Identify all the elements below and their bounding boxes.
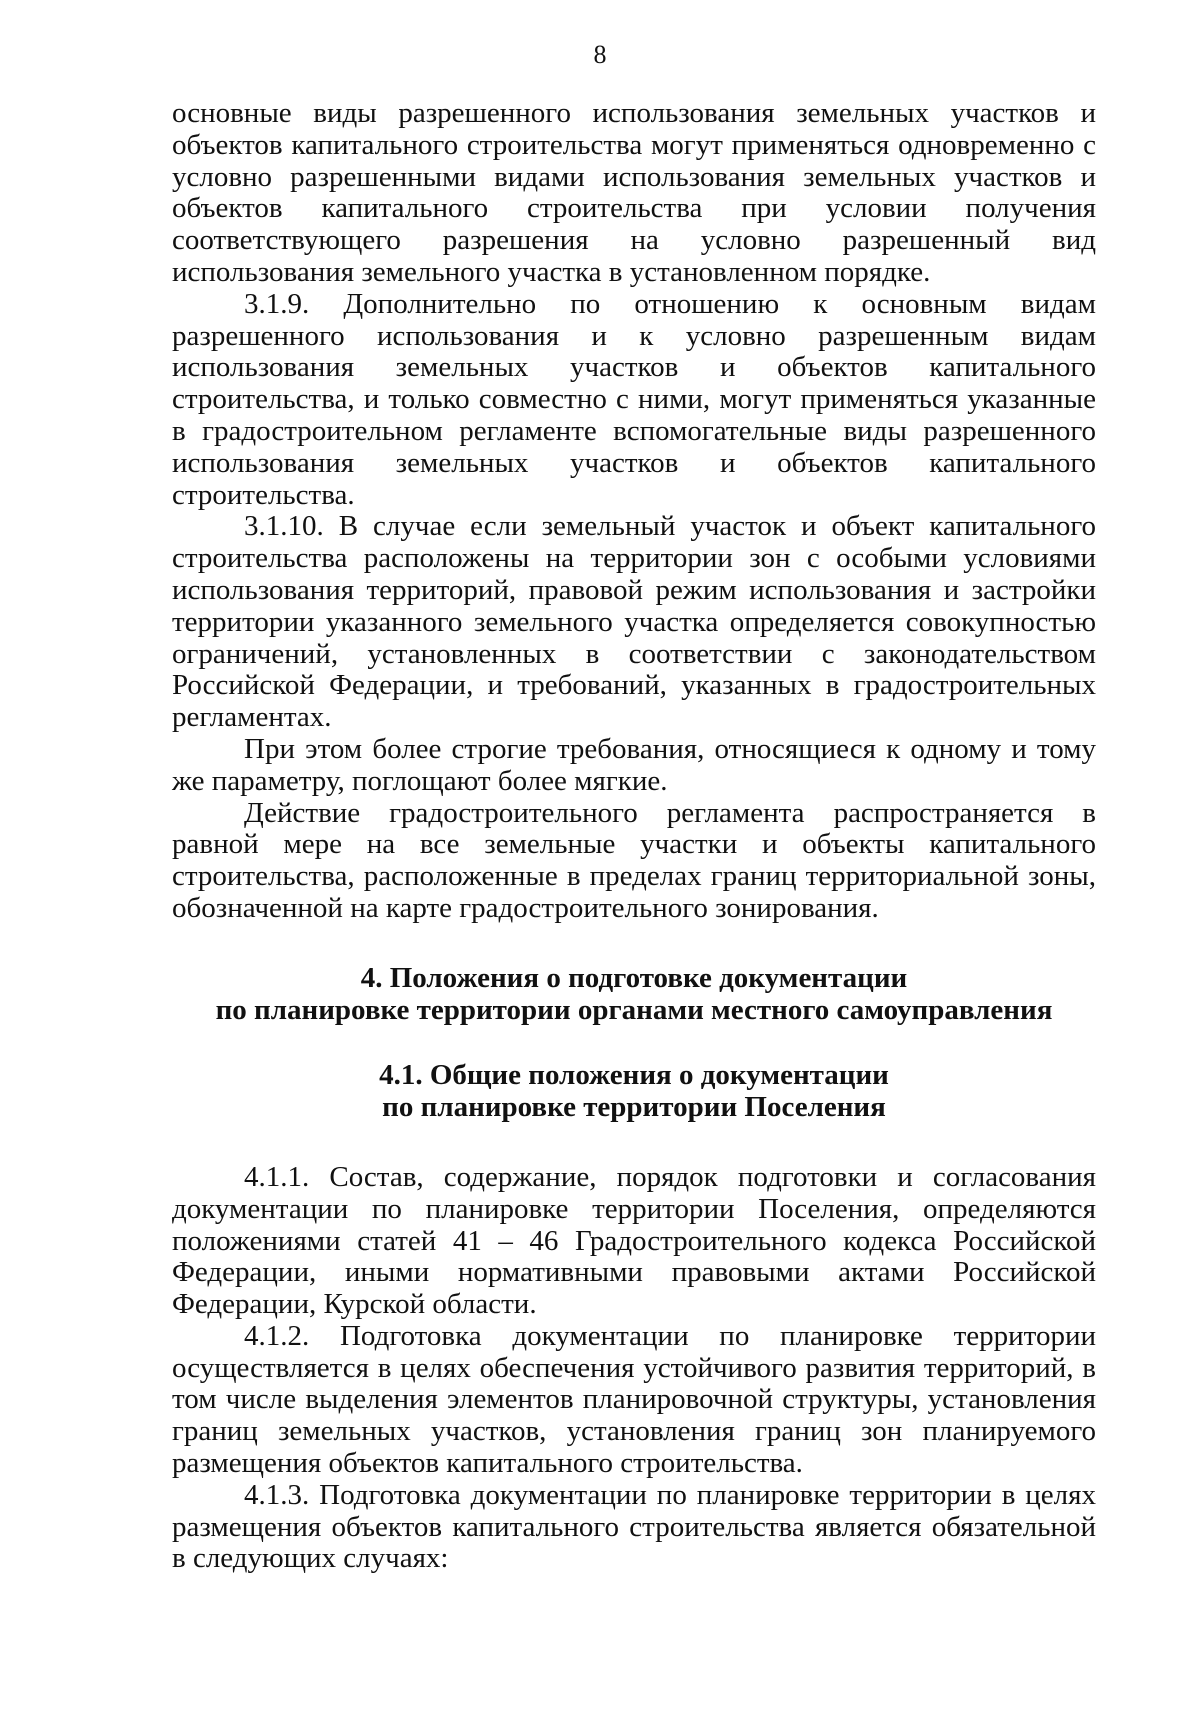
paragraph-continuation: основные виды разрешенного использования земельных участков и объектов капитального строительства могут применяться одновременно с условно разрешенными видами использования земельных участков и объектов капитального строительства при условии получения соответствующего разрешения на условно разрешенный вид использования земельного участка в установленном порядке.: [172, 97, 1096, 288]
paragraph-regulation-scope: Действие градостроительного регламента распространяется в равной мере на все земельные участки и объекты капитального строительства, расположенные в пределах границ территориальной зоны, обозначенной на карте градостроительного зонирования.: [172, 796, 1096, 924]
section-heading-line-2: по планировке территории органами местного самоуправления: [215, 993, 1053, 1026]
section-heading-line-1: 4. Положения о подготовке документации: [360, 961, 908, 994]
page-body: [172, 98, 1096, 1575]
paragraph-3-1-9: 3.1.9. Дополнительно по отношению к основным видам разрешенного использования и к условно разрешенным видам использования земельных участков и объектов капитального строительства, и только совместно с ними, могут применяться указанные в градостроительном регламенте вспомогательные виды разрешенного использования земельных участков и объектов капитального строительства.: [172, 287, 1096, 511]
spacer: [172, 1124, 1096, 1162]
page-number: 8: [593, 40, 607, 69]
subsection-heading-line-1: 4.1. Общие положения о документации: [379, 1059, 889, 1092]
paragraph-strict-requirements: При этом более строгие требования, относящиеся к одному и тому же параметру, поглощают более мягкие.: [172, 732, 1096, 797]
subsection-heading-line-2: по планировке территории Поселения: [382, 1091, 886, 1124]
spacer: [172, 1026, 1096, 1060]
paragraph-4-1-2: 4.1.2. Подготовка документации по планировке территории осуществляется в целях обеспечения устойчивого развития территорий, в том числе выделения элементов планировочной структуры, установления границ земельных участков, установления границ зон планируемого размещения объектов капитального строительства.: [172, 1319, 1096, 1480]
paragraph-3-1-10: 3.1.10. В случае если земельный участок и объект капитального строительства расположены на территории зон с особыми условиями использования территорий, правовой режим использования и застройки территории указанного земельного участка определяется совокупностью ограничений, установленных в соответствии с законодательством Российской Федерации, и требований, указанных в градостроительных регламентах.: [172, 510, 1096, 734]
paragraph-4-1-3: 4.1.3. Подготовка документации по планировке территории в целях размещения объектов капитального строительства является обязательной в следующих случаях:: [172, 1478, 1096, 1575]
paragraph-4-1-1: 4.1.1. Состав, содержание, порядок подготовки и согласования документации по планировке территории Поселения, определяются положениями статей 41 – 46 Градостроительного кодекса Российской Федерации, иными нормативными правовыми актами Российской Федерации, Курской области.: [172, 1160, 1096, 1321]
spacer: [172, 925, 1096, 963]
